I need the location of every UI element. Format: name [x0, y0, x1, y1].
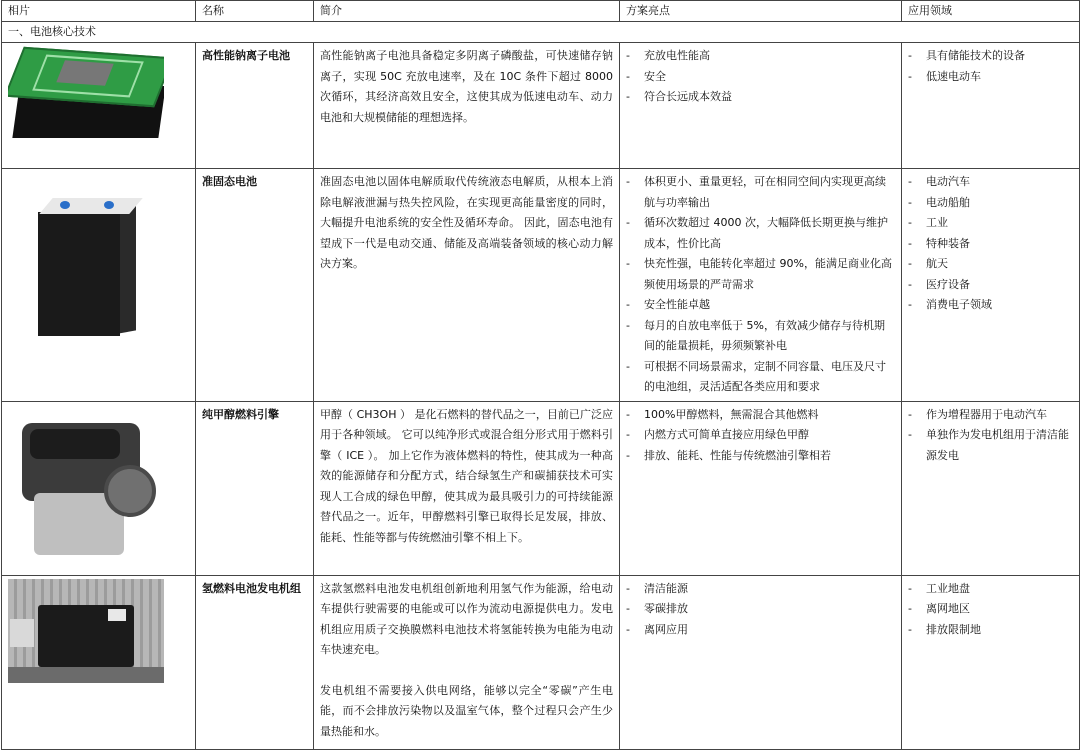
product-intro	[314, 43, 620, 169]
product-name: 高性能钠离子电池	[196, 43, 314, 169]
header-highlights: 方案亮点	[620, 1, 902, 22]
highlights-cell	[620, 401, 902, 575]
highlights-cell	[620, 43, 902, 169]
table-row	[2, 401, 1080, 575]
methanol-engine-image	[8, 405, 164, 565]
list-item: - 医疗设备	[908, 275, 1073, 296]
list-item: - 安全性能卓越	[626, 295, 895, 316]
list-item: - 100%甲醇燃料，無需混合其他燃料	[626, 405, 895, 426]
header-intro: 简介	[314, 1, 620, 22]
hydrogen-generator-image	[8, 579, 164, 683]
sodium-battery-image	[8, 46, 164, 146]
list-item: - 排放限制地	[908, 620, 1073, 641]
list-item: - 离网地区	[908, 599, 1073, 620]
list-item: - 循环次数超过 4000 次，大幅降低长期更换与维护成本，性价比高	[626, 213, 895, 254]
table-row	[2, 169, 1080, 402]
list-item: - 可根据不同场景需求，定制不同容量、电压及尺寸的电池组，灵活适配各类应用和要求	[626, 357, 895, 398]
photo-cell	[2, 575, 196, 749]
list-item: - 工业	[908, 213, 1073, 234]
highlights-cell	[620, 575, 902, 749]
list-item: - 航天	[908, 254, 1073, 275]
product-intro	[314, 169, 620, 402]
intro-paragraph: 高性能钠离子电池具备稳定多阴离子磷酸盐，可快速储存钠离子，实现 50C 充放电速率，及在 10C 条件下超过 8000 次循环，其经济高效且安全，这使其成为低速电动车、动力电池和大规模储能的理想选择。	[320, 49, 613, 124]
list-item: - 具有储能技术的设备	[908, 46, 1073, 67]
photo-cell	[2, 169, 196, 402]
list-item: - 电动船舶	[908, 193, 1073, 214]
list-item: - 每月的自放电率低于 5%，有效减少储存与待机期间的能量损耗，毋须频繁补电	[626, 316, 895, 357]
table-row	[2, 43, 1080, 169]
list-item: - 消费电子领域	[908, 295, 1073, 316]
intro-paragraph: 甲醇（ CH3OH ） 是化石燃料的替代品之一，目前已广泛应用于各种领域。 它可以纯净形式或混合组分形式用于燃料引擎（ ICE ）。 加上它作为液体燃料的特性，使其成为一种高效的能源储存和分配方式，结合绿氢生产和碳捕获技术可实现人工合成的绿色甲醇，使其成为最具吸引力的可持续能源替代品之一。近年，甲醇燃料引擎已取得长足发展，排放、能耗、性能等都与传统燃油引擎不相上下。	[320, 407, 613, 544]
intro-paragraph: 发电机组不需要接入供电网络，能够以完全“零碳”产生电能，而不会排放污染物以及温室气体，整个过程只会产生少量热能和水。	[320, 683, 613, 738]
list-item: - 安全	[626, 67, 895, 88]
applications-cell	[902, 43, 1080, 169]
highlights-cell	[620, 169, 902, 402]
header-row	[2, 1, 1080, 22]
list-item: - 低速电动车	[908, 67, 1073, 88]
header-photo: 相片	[2, 1, 196, 22]
section-row	[2, 22, 1080, 43]
list-item: - 特种装备	[908, 234, 1073, 255]
intro-paragraph: 准固态电池以固体电解质取代传统液态电解质，从根本上消除电解液泄漏与热失控风险，在实现更高能量密度的同时，大幅提升电池系统的安全性及循环寿命。 因此，固态电池有望成下一代是电动交通、储能及高端装备领域的核心动力解决方案。	[320, 175, 613, 270]
photo-cell	[2, 43, 196, 169]
list-item: - 排放、能耗、性能与传统燃油引擎相若	[626, 446, 895, 467]
list-item: - 作为增程器用于电动汽车	[908, 405, 1073, 426]
list-item: - 电动汽车	[908, 172, 1073, 193]
list-item: - 清洁能源	[626, 579, 895, 600]
photo-cell	[2, 401, 196, 575]
product-intro	[314, 401, 620, 575]
table-row	[2, 575, 1080, 749]
list-item: - 快充性强，电能转化率超过 90%，能满足商业化高频使用场景的严苛需求	[626, 254, 895, 295]
intro-paragraph: 这款氢燃料电池发电机组创新地利用氢气作为能源，给电动车提供行驶需要的电能或可以作为流动电源提供电力。发电机组应用质子交换膜燃料电池技术将氢能转换为电能为电动车快速充电。	[320, 581, 613, 656]
section-title: 一、电池核心技术	[2, 22, 1080, 43]
product-name: 氢燃料电池发电机组	[196, 575, 314, 749]
header-applications: 应用领域	[902, 1, 1080, 22]
list-item: - 充放电性能高	[626, 46, 895, 67]
applications-cell	[902, 575, 1080, 749]
product-name: 纯甲醇燃料引擎	[196, 401, 314, 575]
solid-state-battery-image	[8, 172, 164, 348]
list-item: - 内燃方式可简单直接应用绿色甲醇	[626, 425, 895, 446]
applications-cell	[902, 401, 1080, 575]
list-item: - 零碳排放	[626, 599, 895, 620]
list-item: - 离网应用	[626, 620, 895, 641]
list-item: - 符合长远成本效益	[626, 87, 895, 108]
applications-cell	[902, 169, 1080, 402]
product-intro	[314, 575, 620, 749]
list-item: - 单独作为发电机组用于清洁能源发电	[908, 425, 1073, 466]
list-item: - 工业地盘	[908, 579, 1073, 600]
header-name: 名称	[196, 1, 314, 22]
product-name: 准固态电池	[196, 169, 314, 402]
product-table	[1, 0, 1080, 750]
list-item: - 体积更小、重量更轻，可在相同空间内实现更高续航与功率输出	[626, 172, 895, 213]
